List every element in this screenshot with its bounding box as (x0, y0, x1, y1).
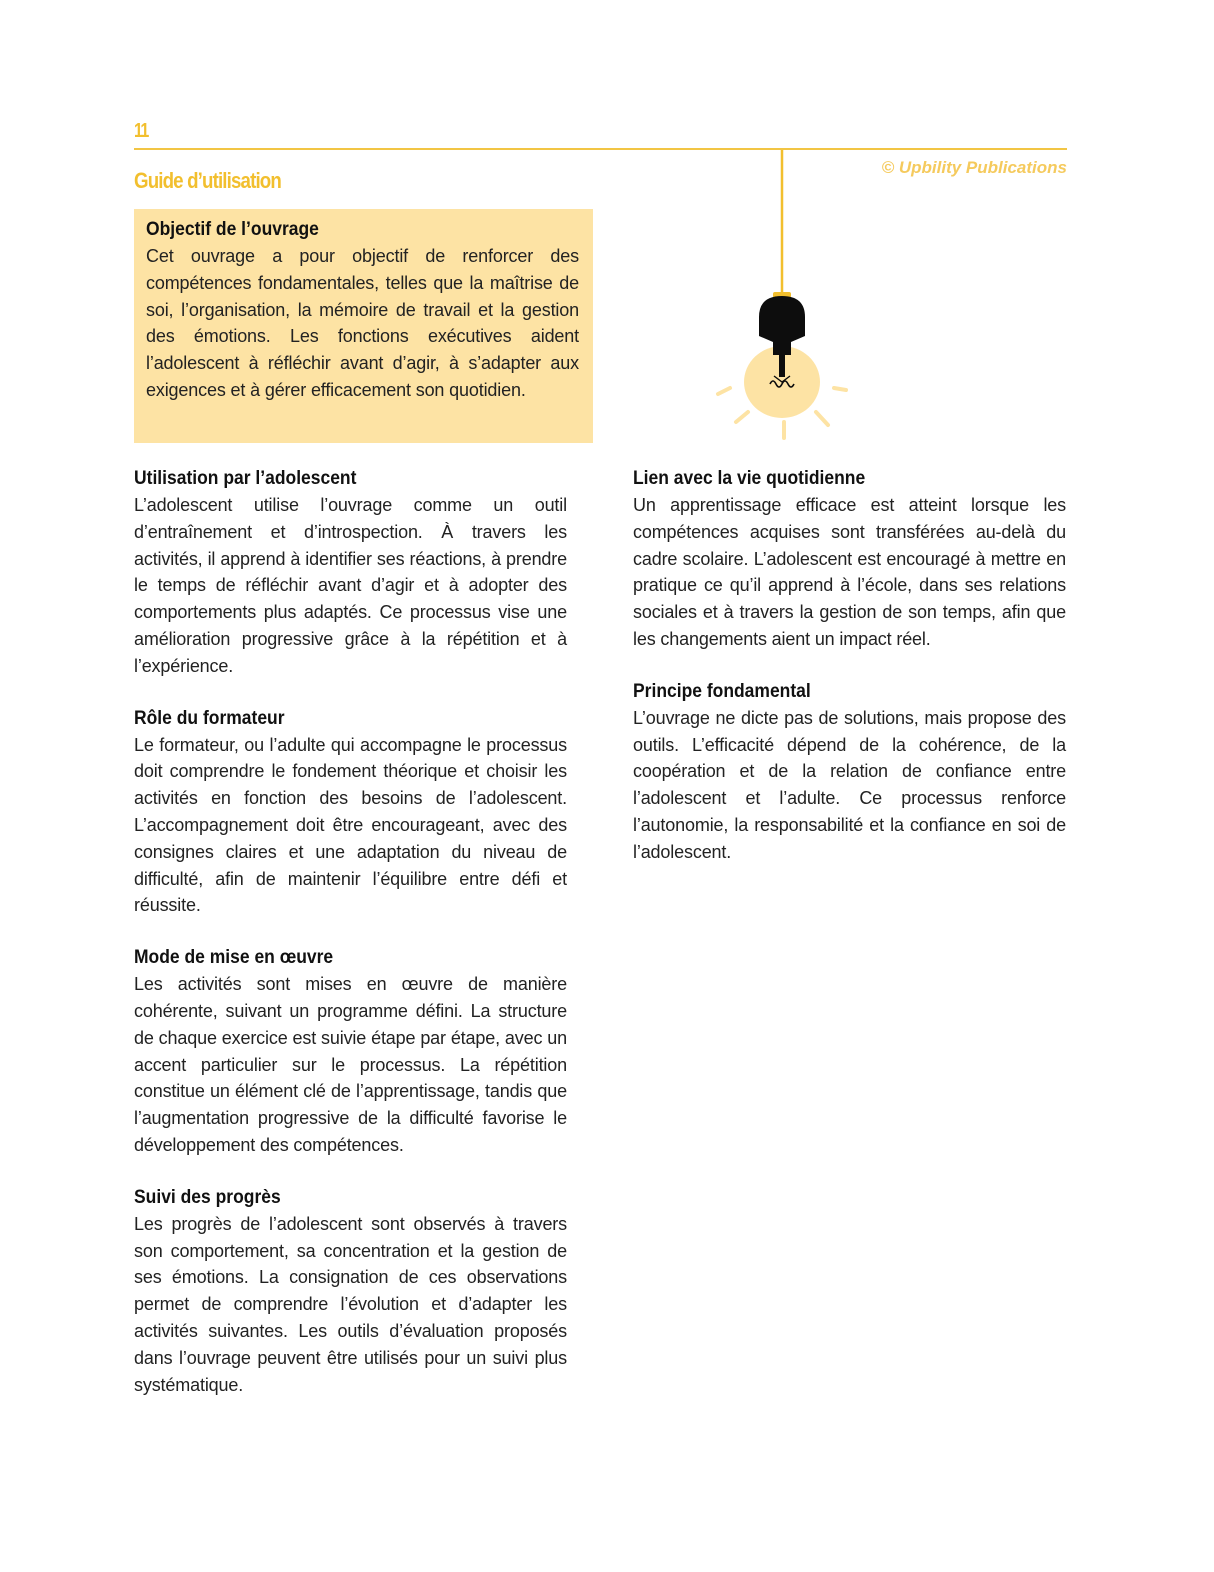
light-bulb-icon (710, 150, 860, 450)
section-progress (134, 1185, 567, 1399)
section-heading: Lien avec la vie quotidienne (633, 468, 866, 489)
left-column (134, 466, 567, 1424)
section-principle (633, 679, 1066, 866)
light-ray (834, 388, 846, 390)
light-ray (736, 412, 748, 422)
section-daily-life (633, 466, 1066, 653)
light-ray (816, 412, 828, 425)
section-heading: Utilisation par l’adolescent (134, 468, 357, 489)
section-implementation (134, 945, 567, 1159)
right-column (633, 466, 1066, 892)
section-text: Le formateur, ou l’adulte qui accompagne le processus doit comprendre le fondement théorique et choisir les activités en fonction des besoins de l’adolescent. L’accompagnement doit être encourageant, avec des consignes claires et une adaptation du niveau de difficulté, afin de maintenir l’équilibre entre défi et réussite. (134, 734, 567, 916)
section-text: Un apprentissage efficace est atteint lorsque les compétences acquises sont transférées au-delà du cadre scolaire. L’adolescent est encouragé à mettre en pratique ce qu’il apprend à l’école, dans ses relations sociales et à travers la gestion de son temps, afin que les changements aient un impact réel. (633, 495, 1066, 649)
section-usage (134, 466, 567, 680)
lamp-socket (759, 296, 805, 355)
section-text: Les progrès de l’adolescent sont observés à travers son comportement, sa concentration et la gestion de ses émotions. La consignation de ces observations permet de comprendre l’évolution et d’adapter les activités suivantes. Les outils d’évaluation proposés dans l’ouvrage peuvent être utilisés pour un suivi plus systématique. (134, 1213, 567, 1395)
section-trainer-role (134, 706, 567, 920)
section-text: L’adolescent utilise l’ouvrage comme un outil d’entraînement et d’introspection. À travers les activités, il apprend à identifier ses réactions, à prendre le temps de réfléchir avant d’agir et à adopter des comportements plus adaptés. Ce processus vise une amélioration progressive grâce à la répétition et à l’expérience. (134, 495, 567, 676)
section-heading: Principe fondamental (633, 680, 811, 702)
section-title: Guide d’utilisation (134, 168, 281, 193)
copyright-notice: © Upbility Publications (881, 158, 1067, 177)
section-heading: Suivi des progrès (134, 1186, 281, 1208)
section-heading: Rôle du formateur (134, 707, 285, 729)
section-text: Les activités sont mises en œuvre de manière cohérente, suivant un programme défini. La structure de chaque exercice est suivie étape par étape, avec un accent particulier sur le processus. La répétition constitue un élément clé de l’apprentissage, tandis que l’augmentation progressive de la difficulté favorise le développement des compétences. (134, 974, 567, 1155)
section-heading: Mode de mise en œuvre (134, 947, 334, 969)
section-text: L’ouvrage ne dicte pas de solutions, mais propose des outils. L’efficacité dépend de la cohérence, de la coopération et de la relation de confiance entre l’adolescent et l’adulte. Ce processus renforce l’autonomie, la responsabilité et la confiance en soi de l’adolescent. (633, 707, 1066, 862)
header-rule (134, 148, 1067, 150)
page-number: 11 (134, 120, 148, 142)
objective-box (134, 209, 593, 443)
objective-heading: Objectif de l’ouvrage (146, 219, 319, 240)
objective-text: Cet ouvrage a pour objectif de renforcer des compétences fondamentales, telles que la maîtrise de soi, l’organisation, la mémoire de travail et la gestion des émotions. Les fonctions exécutives aident l’adolescent à réfléchir avant d’agir, à s’adapter aux exigences et à gérer efficacement son quotidien. (146, 246, 579, 400)
light-ray (718, 388, 730, 394)
